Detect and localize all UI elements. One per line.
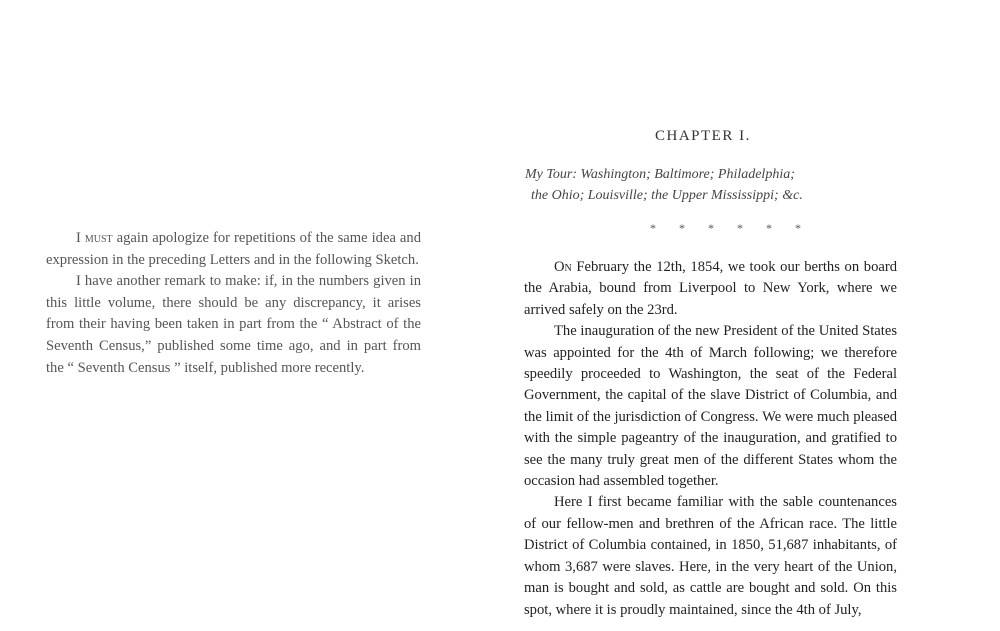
preface-paragraph-1 <box>46 228 421 271</box>
preface-note <box>46 228 421 379</box>
drop-lead: I must <box>76 230 113 246</box>
paragraph-text: again apologize for repetitions of the same idea and expression in the preceding Letters and in the following Sketch. <box>46 230 421 268</box>
subtitle-line-2: the Ohio; Louisville; the Upper Mississippi; &c. <box>531 188 803 203</box>
chapter-subtitle <box>525 164 895 206</box>
paragraph-text: February the 12th, 1854, we took our berths on board the Arabia, bound from Liverpool to New York, where we arrived safely on the 23rd. <box>524 259 897 318</box>
subtitle-line-1: My Tour: Washington; Baltimore; Philadelphia; <box>525 167 795 182</box>
chapter-title: CHAPTER I. <box>655 128 751 144</box>
chapter-body <box>524 257 897 621</box>
preface-paragraph-2: I have another remark to make: if, in the numbers given in this little volume, there should be any discrepancy, it arises from their having been taken in part from the “ Abstract of the Seventh Census,” published some time ago, and in part from the “ Seventh Census ” itself, published more recently. <box>46 273 421 376</box>
body-paragraph-1 <box>524 257 897 321</box>
right-page <box>500 0 1000 631</box>
body-paragraph-3: Here I first became familiar with the sable countenances of our fellow-men and brethren of the African race. The little District of Columbia contained, in 1850, 51,687 inhabitants, of whom 3,687 were slaves. Here, in the very heart of the Union, man is bought and sold, as cattle are bought and sold. On this spot, where it is proudly maintained, since the 4th of July, <box>524 494 897 618</box>
asterism-divider: * * * * * * <box>650 221 811 235</box>
body-paragraph-2: The inauguration of the new President of the United States was appointed for the 4th of March following; we therefore speedily proceeded to Washington, the seat of the Federal Government, the capital of the slave District of Columbia, and the limit of the jurisdiction of Congress. We were much pleased with the simple pageantry of the inauguration, and gratified to see the many truly great men of the different States whom the occasion had assembled together. <box>524 323 897 490</box>
drop-lead: On <box>554 259 572 275</box>
